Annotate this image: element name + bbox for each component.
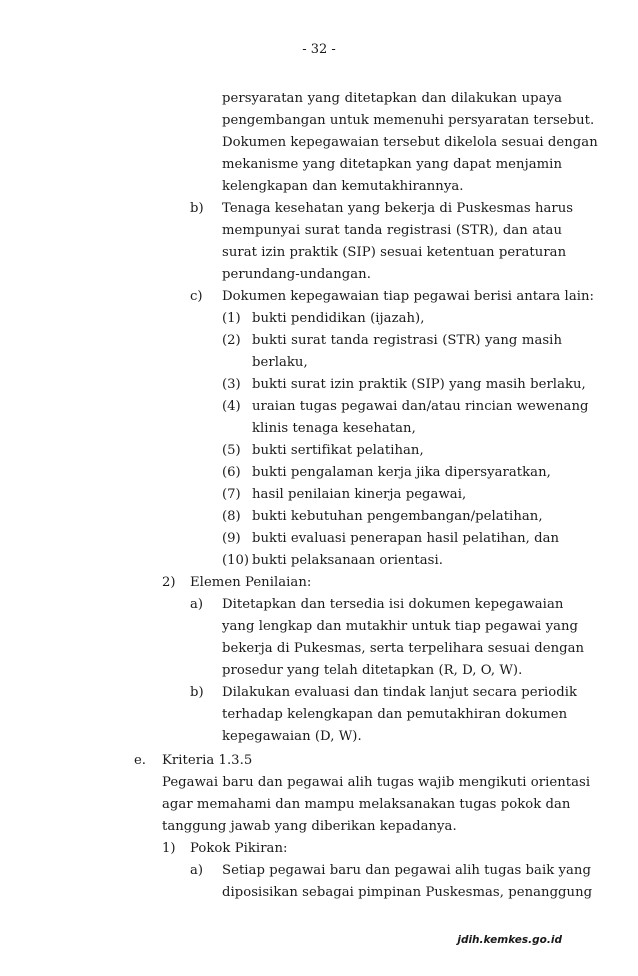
list-item: klinis tenaga kesehatan, xyxy=(252,421,416,436)
list-item: bukti pengalaman kerja jika dipersyaratkan, xyxy=(252,465,551,480)
paragraph-line: prosedur yang telah ditetapkan (R, D, O, W). xyxy=(222,663,523,678)
list-item: bukti sertifikat pelatihan, xyxy=(252,443,424,458)
list-marker: (4) xyxy=(222,399,241,414)
list-marker: (7) xyxy=(222,487,241,502)
list-marker: (6) xyxy=(222,465,241,480)
paragraph-line: tanggung jawab yang diberikan kepadanya. xyxy=(162,819,457,834)
paragraph-line: mempunyai surat tanda registrasi (STR), dan atau xyxy=(222,223,562,238)
list-marker: (8) xyxy=(222,509,241,524)
section-heading: Pokok Pikiran: xyxy=(190,841,288,856)
list-item: bukti pelaksanaan orientasi. xyxy=(252,553,443,568)
list-item: bukti pendidikan (ijazah), xyxy=(252,311,425,326)
list-marker: 2) xyxy=(162,575,176,590)
paragraph-line: kepegawaian (D, W). xyxy=(222,729,362,744)
list-item: bukti evaluasi penerapan hasil pelatihan, dan xyxy=(252,531,560,546)
footer-source: jdih.kemkes.go.id xyxy=(457,934,562,946)
list-marker: a) xyxy=(190,597,204,612)
paragraph-line: Pegawai baru dan pegawai alih tugas wajib mengikuti orientasi xyxy=(162,775,591,790)
list-item: berlaku, xyxy=(252,355,308,370)
paragraph-line: yang lengkap dan mutakhir untuk tiap pegawai yang xyxy=(222,619,579,634)
list-marker: (10) xyxy=(222,553,250,568)
paragraph-line: pengembangan untuk memenuhi persyaratan tersebut. xyxy=(222,113,595,128)
paragraph-line: mekanisme yang ditetapkan yang dapat menjamin xyxy=(222,157,562,172)
paragraph-line: persyaratan yang ditetapkan dan dilakukan upaya xyxy=(222,91,562,106)
list-item: hasil penilaian kinerja pegawai, xyxy=(252,487,467,502)
paragraph-line: perundang-undangan. xyxy=(222,267,371,282)
list-marker: (9) xyxy=(222,531,241,546)
section-heading: Kriteria 1.3.5 xyxy=(162,753,253,768)
list-marker: (3) xyxy=(222,377,241,392)
paragraph-line: bekerja di Pukesmas, serta terpelihara sesuai dengan xyxy=(222,641,585,656)
list-marker: 1) xyxy=(162,841,176,856)
paragraph-line: agar memahami dan mampu melaksanakan tugas pokok dan xyxy=(162,797,571,812)
paragraph-line: terhadap kelengkapan dan pemutakhiran dokumen xyxy=(222,707,568,722)
section-heading: Elemen Penilaian: xyxy=(190,575,312,590)
list-marker: a) xyxy=(190,863,204,878)
paragraph-line: diposisikan sebagai pimpinan Puskesmas, penanggung xyxy=(222,885,593,900)
list-marker: (1) xyxy=(222,311,241,326)
list-marker: c) xyxy=(190,289,203,304)
list-marker: (5) xyxy=(222,443,241,458)
page-number: - 32 - xyxy=(302,42,336,57)
paragraph-line: Dokumen kepegawaian tiap pegawai berisi antara lain: xyxy=(222,289,595,304)
list-item: bukti kebutuhan pengembangan/pelatihan, xyxy=(252,509,543,524)
list-marker: (2) xyxy=(222,333,241,348)
paragraph-line: Ditetapkan dan tersedia isi dokumen kepegawaian xyxy=(222,597,564,612)
paragraph-line: surat izin praktik (SIP) sesuai ketentuan peraturan xyxy=(222,245,567,260)
list-item: bukti surat izin praktik (SIP) yang masih berlaku, xyxy=(252,377,586,392)
paragraph-line: Dokumen kepegawaian tersebut dikelola sesuai dengan xyxy=(222,135,598,150)
paragraph-line: Setiap pegawai baru dan pegawai alih tugas baik yang xyxy=(222,863,591,878)
paragraph-line: Tenaga kesehatan yang bekerja di Puskesmas harus xyxy=(222,201,574,216)
list-marker: b) xyxy=(190,201,204,216)
paragraph-line: Dilakukan evaluasi dan tindak lanjut secara periodik xyxy=(222,685,578,700)
list-marker: b) xyxy=(190,685,204,700)
list-item: uraian tugas pegawai dan/atau rincian wewenang xyxy=(252,399,589,414)
paragraph-line: kelengkapan dan kemutakhirannya. xyxy=(222,179,464,194)
list-item: bukti surat tanda registrasi (STR) yang masih xyxy=(252,333,562,348)
list-marker: e. xyxy=(134,753,146,768)
